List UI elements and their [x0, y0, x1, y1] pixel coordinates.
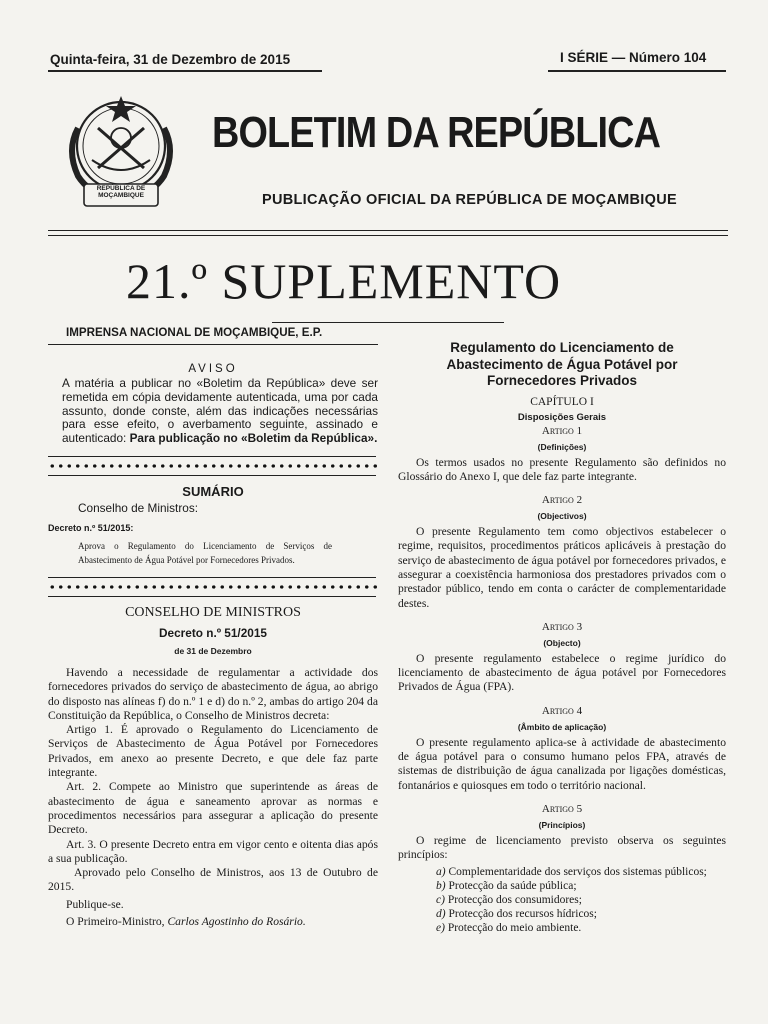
principle-text: Protecção do meio ambiente. — [447, 921, 582, 934]
article-3-text: O presente regulamento estabelece o regime jurídico do licenciamento de abastecimento de água potável por Fornecedores Privados de Água (FPA). — [398, 651, 726, 694]
sumario-title: SUMÁRIO — [182, 483, 244, 499]
principle-text: Protecção da saúde pública; — [448, 879, 577, 892]
article-1-title: (Definições) — [537, 441, 587, 452]
decree-body — [48, 666, 378, 929]
article-4-text: O presente regulamento aplica-se à actividade de abastecimento de água potável para o consumo humano pelos FPA, através de sistemas de distribuição de água canalizada por ligações domésticas, fontanários e quiosques em todo o território nacional. — [398, 735, 726, 792]
approval-text: Aprovado pelo Conselho de Ministros, aos 13 de Outubro de 2015. — [48, 866, 378, 894]
principle-marker: b) — [436, 879, 449, 892]
principle-item — [436, 865, 726, 879]
principle-text: Protecção dos consumidores; — [447, 893, 582, 906]
principle-marker: c) — [436, 893, 448, 906]
principle-item — [436, 907, 726, 921]
date-underline — [48, 70, 322, 72]
emblem-banner-text: REPÚBLICA DE MOÇAMBIQUE — [96, 185, 146, 199]
signature-line — [48, 915, 378, 929]
decree-title: Decreto n.º 51/2015 — [159, 625, 267, 640]
principle-item — [436, 893, 726, 907]
sumario-rule — [48, 475, 376, 476]
signature-prefix: O Primeiro-Ministro, — [66, 915, 165, 929]
regulation-title: Regulamento do Licenciamento de Abastecimento de Água Potável por Fornecedores Privados — [446, 340, 678, 388]
dotted-separator — [48, 463, 378, 469]
decree-article-2: Art. 2. Compete ao Ministro que superintende as áreas de abastecimento de água e saneamento aprovar as normas e procedimentos necessários para assegurar a aplicação do presente Decreto. — [48, 780, 378, 837]
publish-text: Publique-se. — [66, 897, 124, 911]
decree-article-3: Art. 3. O presente Decreto entra em vigor cento e oitenta dias após a sua publicação. — [48, 837, 378, 865]
principle-text: Complementaridade dos serviços dos sistemas públicos; — [448, 865, 707, 878]
article-5-number: Artigo 5 — [541, 802, 583, 815]
principle-item — [436, 921, 726, 935]
sumario-body: Conselho de Ministros: — [78, 500, 198, 515]
principle-marker: d) — [436, 907, 449, 920]
principle-text: Protecção dos recursos hídricos; — [448, 907, 597, 920]
header-rule-bottom — [48, 235, 728, 236]
publication-subtitle: PUBLICAÇÃO OFICIAL DA REPÚBLICA DE MOÇAMBIQUE — [262, 192, 677, 208]
council-rule-2 — [48, 596, 376, 597]
chapter-title: Disposições Gerais — [517, 411, 607, 423]
supplement-underline — [272, 322, 504, 323]
principle-marker: e) — [436, 921, 448, 934]
article-1-number: Artigo 1 — [541, 424, 583, 437]
right-column — [398, 340, 726, 935]
article-5-text: O regime de licenciamento previsto observa os seguintes princípios: — [398, 833, 726, 862]
dotted-separator-2 — [48, 584, 378, 590]
decree-date: de 31 de Dezembro — [174, 645, 252, 656]
article-4-title: (Âmbito de aplicação) — [517, 721, 607, 732]
decree-article-1: Artigo 1. É aprovado o Regulamento do Licenciamento de Serviços de Abastecimento de Água Potável por Fornecedores Privados, em anexo ao presente Decreto, e que dele faz parte integrante. — [48, 723, 378, 780]
decree-paragraph: Havendo a necessidade de regulamentar a actividade dos fornecedores privados do serviço de abastecimento de água, ao abrigo do disposto nas alíneas f) do n.º 1 e d) do n.º 2, ambas do artigo 204 da Constituição da República, o Conselho de Ministros decreta: — [48, 665, 378, 722]
principles-list — [398, 865, 726, 935]
council-title: CONSELHO DE MINISTROS — [125, 604, 301, 620]
aviso-bold-text: Para publicação no «Boletim da República». — [129, 431, 378, 446]
article-5-title: (Princípios) — [538, 819, 586, 830]
sumario-decree: Decreto n.º 51/2015: — [48, 522, 134, 533]
press-rule — [48, 344, 378, 345]
chapter-number: CAPÍTULO I — [530, 395, 594, 408]
council-rule — [48, 577, 376, 578]
article-2-number: Artigo 2 — [541, 494, 583, 507]
article-1-text: Os termos usados no presente Regulamento são definidos no Glossário do Anexo I, que dele faz parte integrante. — [398, 455, 726, 483]
publication-title: BOLETIM DA REPÚBLICA — [212, 108, 661, 157]
sumario-description: Aprova o Regulamento do Licenciamento de Serviços de Abastecimento de Água Potável por Fornecedores Privados. — [78, 540, 332, 565]
article-2-text: O presente Regulamento tem como objectivos estabelecer o regime, requisitos, procedimentos práticos aplicáveis à prestação do serviço de abastecimento de água potável por fornecedores privados, e assegurar a coexistência harmoniosa dos prestadores privados com o prestador público, tendo em conta o carácter de complementaridade destes. — [398, 525, 726, 610]
article-4-number: Artigo 4 — [541, 704, 583, 717]
aviso-title: AVISO — [188, 363, 238, 375]
series-number: I SÉRIE — Número 104 — [560, 50, 707, 65]
article-3-title: (Objecto) — [543, 637, 581, 648]
aviso-block — [62, 377, 378, 446]
principle-item — [436, 879, 726, 893]
article-3-number: Artigo 3 — [541, 620, 583, 633]
signature-name: Carlos Agostinho do Rosário. — [167, 915, 306, 929]
header-rule-top — [48, 230, 728, 231]
principle-marker: a) — [436, 865, 449, 878]
left-column — [48, 326, 378, 929]
issue-date: Quinta-feira, 31 de Dezembro de 2015 — [50, 52, 291, 67]
aviso-text: A matéria a publicar no «Boletim da República» deve ser remetida em cópia devidamente autenticada, uma por cada assunto, donde conste, além das indicações necessárias para esse efeito, o averbamento seguinte, assinado e autenticado: — [62, 376, 378, 446]
series-underline — [548, 70, 726, 72]
press-name: IMPRENSA NACIONAL DE MOÇAMBIQUE, E.P. — [66, 326, 323, 339]
supplement-title: 21.º SUPLEMENTO — [126, 253, 562, 309]
aviso-rule — [48, 456, 376, 457]
article-2-title: (Objectivos) — [537, 511, 587, 522]
